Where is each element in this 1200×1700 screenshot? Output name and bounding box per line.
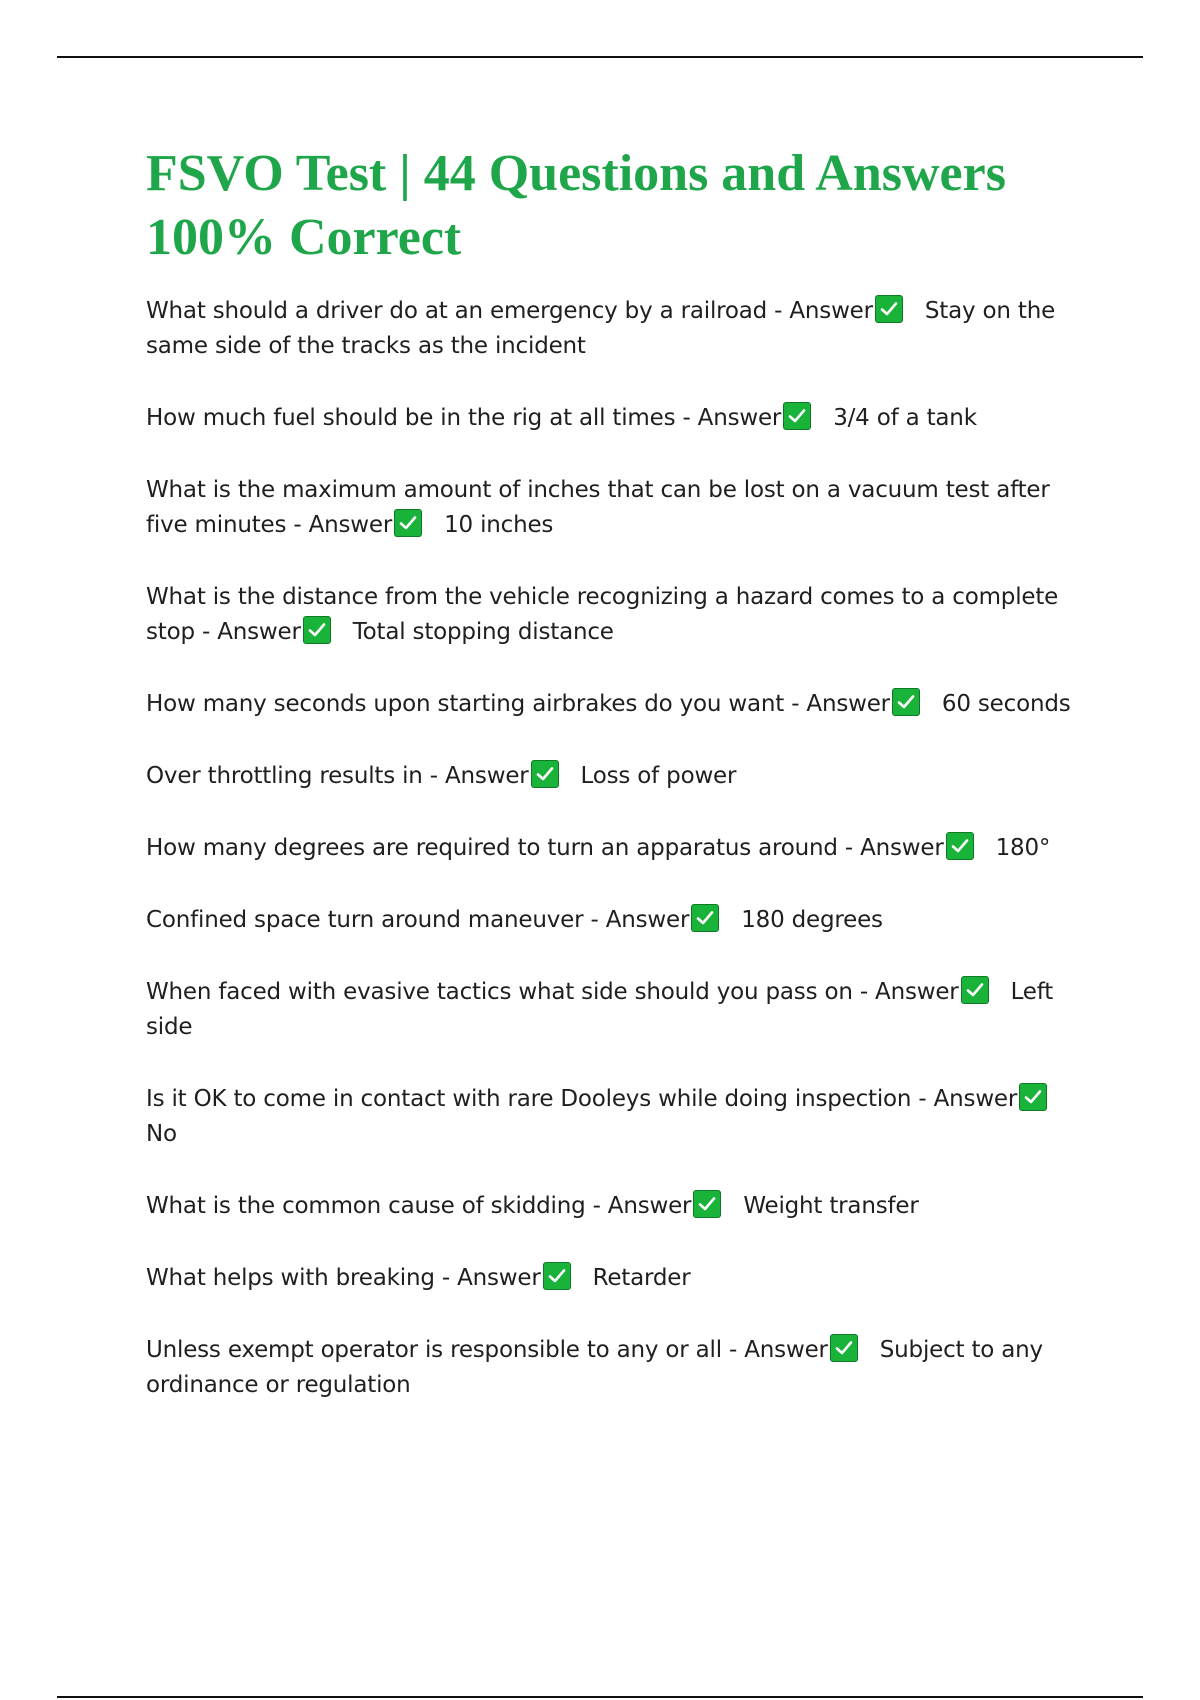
answer-marker: Answer: [744, 1337, 828, 1363]
question-text: How much fuel should be in the rig at all times -: [146, 405, 698, 431]
qa-item: [146, 473, 1086, 543]
check-icon: [783, 402, 811, 430]
answer-text: 3/4 of a tank: [833, 405, 977, 431]
qa-item: [146, 975, 1086, 1045]
answer-marker: Answer: [457, 1265, 541, 1291]
check-icon: [946, 832, 974, 860]
bottom-divider: [57, 1696, 1143, 1698]
qa-item: [146, 903, 1086, 938]
answer-marker: Answer: [860, 835, 944, 861]
answer-marker: Answer: [806, 691, 890, 717]
check-icon: [875, 295, 903, 323]
qa-item: [146, 759, 1086, 794]
answer-marker: Answer: [308, 512, 393, 538]
answer-text: 180 degrees: [741, 907, 883, 933]
check-icon: [394, 509, 422, 537]
qa-item: [146, 687, 1086, 722]
check-icon: [531, 760, 559, 788]
answer-marker: Answer: [875, 979, 959, 1005]
question-text: When faced with evasive tactics what side should you pass on -: [146, 979, 876, 1005]
qa-item: [146, 1189, 1086, 1224]
question-text: Over throttling results in -: [146, 763, 446, 789]
qa-item: [146, 294, 1086, 364]
check-icon: [830, 1334, 858, 1362]
question-text: How many seconds upon starting airbrakes do you want -: [146, 691, 807, 717]
qa-item: [146, 580, 1086, 650]
question-text: How many degrees are required to turn an apparatus around -: [146, 835, 861, 861]
answer-text: Stay on the same side of the tracks as the incident: [146, 298, 1056, 359]
check-icon: [1019, 1083, 1047, 1111]
answer-marker: Answer: [605, 907, 690, 933]
question-text: What is the maximum amount of inches that can be lost on a vacuum test after five minutes -: [146, 477, 1050, 538]
qa-list: [146, 294, 1086, 1403]
question-text: Is it OK to come in contact with rare Dooleys while doing inspection -: [146, 1086, 934, 1112]
document-title: FSVO Test | 44 Questions and Answers 100% Correct: [146, 145, 1006, 266]
check-icon: [892, 688, 920, 716]
check-icon: [691, 904, 719, 932]
document-body: [146, 142, 1086, 1440]
question-text: What helps with breaking -: [146, 1265, 458, 1291]
answer-text: 180°: [995, 835, 1051, 861]
check-icon: [543, 1262, 571, 1290]
check-icon: [303, 616, 331, 644]
qa-item: [146, 1261, 1086, 1296]
top-divider: [57, 56, 1143, 58]
question-text: What is the distance from the vehicle recognizing a hazard comes to a complete stop -: [146, 584, 1059, 645]
answer-text: No: [146, 1121, 177, 1147]
question-text: Unless exempt operator is responsible to any or all -: [146, 1337, 745, 1363]
answer-text: Retarder: [592, 1265, 691, 1291]
question-text: Confined space turn around maneuver -: [146, 907, 606, 933]
answer-marker: Answer: [217, 619, 301, 645]
check-icon: [961, 976, 989, 1004]
answer-marker: Answer: [607, 1193, 692, 1219]
question-text: What should a driver do at an emergency by a railroad -: [146, 298, 790, 324]
answer-marker: Answer: [697, 405, 782, 431]
answer-marker: Answer: [445, 763, 529, 789]
answer-text: Subject to any ordinance or regulation: [146, 1337, 1043, 1398]
check-icon: [693, 1190, 721, 1218]
answer-text: 60 seconds: [941, 691, 1071, 717]
qa-item: [146, 831, 1086, 866]
answer-text: Total stopping distance: [352, 619, 614, 645]
answer-marker: Answer: [933, 1086, 1018, 1112]
answer-text: Loss of power: [580, 763, 737, 789]
qa-item: [146, 1082, 1086, 1152]
answer-text: 10 inches: [444, 512, 554, 538]
answer-text: Left side: [146, 979, 1054, 1040]
question-text: What is the common cause of skidding -: [146, 1193, 608, 1219]
qa-item: [146, 401, 1086, 436]
answer-text: Weight transfer: [743, 1193, 919, 1219]
qa-item: [146, 1333, 1086, 1403]
answer-marker: Answer: [789, 298, 873, 324]
